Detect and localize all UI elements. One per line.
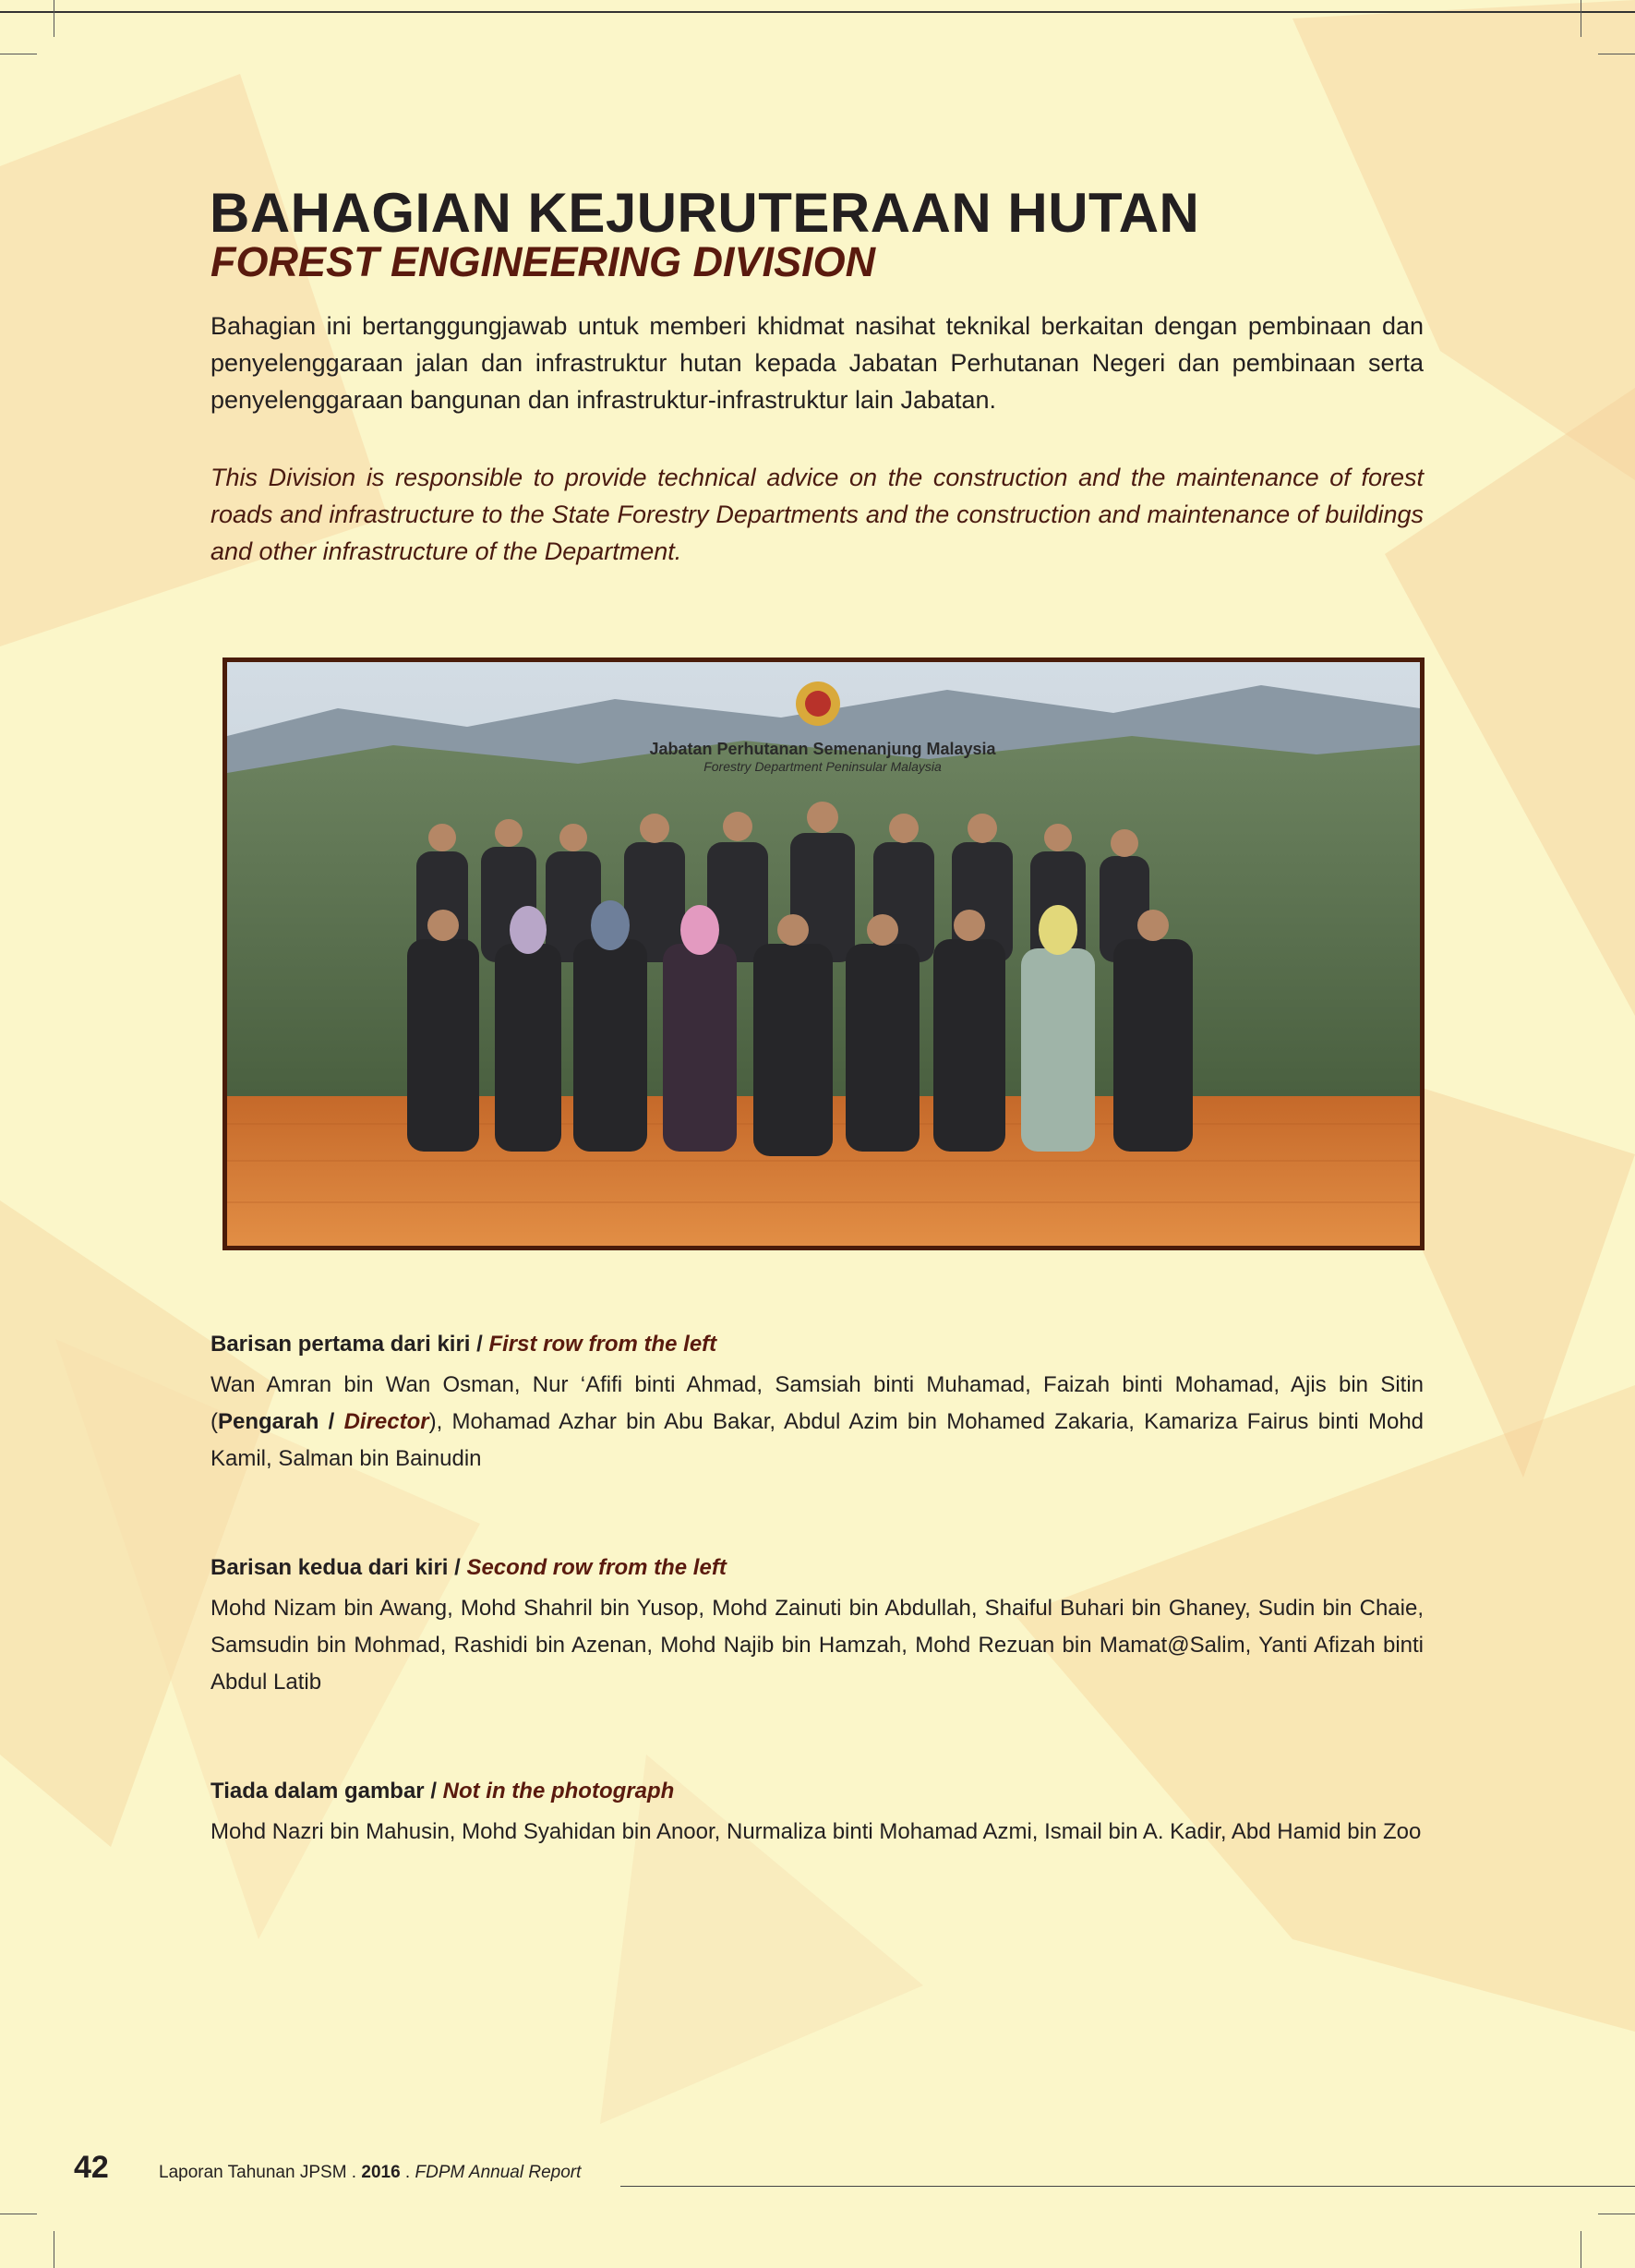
photo-banner-english: Forestry Department Peninsular Malaysia bbox=[703, 759, 942, 774]
footer-rule bbox=[620, 2186, 1635, 2187]
not-in-photo-heading: Tiada dalam gambar / Not in the photograph bbox=[210, 1779, 675, 1804]
not-in-photo-caption bbox=[210, 1773, 1424, 1851]
front-row-people bbox=[407, 900, 1193, 1156]
group-photo bbox=[222, 657, 1425, 1250]
top-rule bbox=[0, 11, 1635, 13]
page-footer bbox=[0, 2142, 1635, 2198]
first-row-names: Wan Amran bin Wan Osman, Nur ‘Afifi binti Ahmad, Samsiah binti Muhamad, Faizah binti Mohamad, Ajis bin Sitin (Pengarah / Director), Mohamad Azhar bin Abu Bakar, Abdul Azim bin Mohamed Zakaria, Kamariza Fairus binti Mohd Kamil, Salman bin Bainudin bbox=[210, 1372, 1425, 1471]
not-in-photo-names: Mohd Nazri bin Mahusin, Mohd Syahidan bin Anoor, Nurmaliza binti Mohamad Azmi, Ismail bin A. Kadir, Abd Hamid bin Zoo bbox=[210, 1819, 1422, 1844]
second-row-caption bbox=[210, 1550, 1424, 1701]
footer-text: Laporan Tahunan JPSM . 2016 . FDPM Annual Report bbox=[159, 2163, 582, 2182]
crest-icon bbox=[796, 682, 840, 726]
intro-malay: Bahagian ini bertanggungjawab untuk memberi khidmat nasihat teknikal berkaitan dengan pembinaan dan penyelenggaraan jalan dan infrastruktur hutan kepada Jabatan Perhutanan Negeri dan pembinaan serta penyelenggaraan bangunan dan infrastruktur-infrastruktur lain Jabatan. bbox=[210, 312, 1424, 414]
first-row-caption bbox=[210, 1326, 1424, 1478]
intro-english: This Division is responsible to provide technical advice on the construction and the maintenance of forest roads and infrastructure to the State Forestry Departments and the construction and maintenance of buildings and other infrastructure of the Department. bbox=[210, 464, 1424, 565]
photo-banner-malay: Jabatan Perhutanan Semenanjung Malaysia bbox=[649, 740, 996, 758]
page-title: BAHAGIAN KEJURUTERAAN HUTAN bbox=[210, 182, 1200, 244]
page-subtitle: FOREST ENGINEERING DIVISION bbox=[210, 238, 876, 285]
page-number: 42 bbox=[74, 2150, 109, 2185]
first-row-heading: Barisan pertama dari kiri / First row from the left bbox=[210, 1332, 717, 1357]
second-row-names: Mohd Nizam bin Awang, Mohd Shahril bin Yusop, Mohd Zainuti bin Abdullah, Shaiful Buhari bin Ghaney, Sudin bin Chaie, Samsudin bin Mohmad, Rashidi bin Azenan, Mohd Najib bin Hamzah, Mohd Rezuan bin Mamat@Salim, Yanti Afizah binti Abdul Latib bbox=[210, 1596, 1424, 1695]
second-row-heading: Barisan kedua dari kiri / Second row from the left bbox=[210, 1555, 727, 1580]
